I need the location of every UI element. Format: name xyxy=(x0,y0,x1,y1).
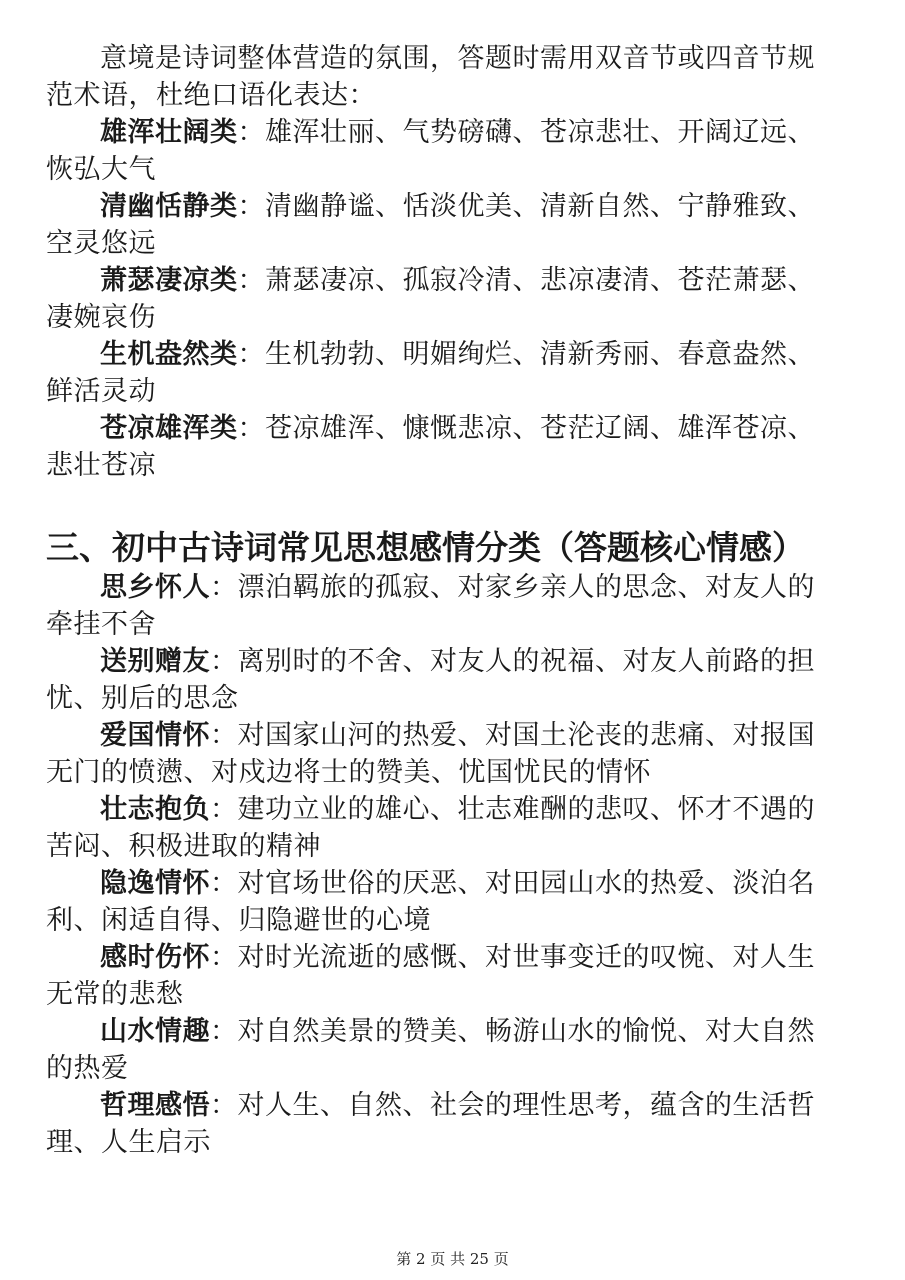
emotion-desc: 对官场世俗的厌恶、对田园山水的热爱、淡泊名利、闲适自得、归隐避世的心境 xyxy=(46,868,815,936)
mood-item xyxy=(46,114,841,188)
mood-desc: 清幽静谧、恬淡优美、清新自然、宁静雅致、空灵悠远 xyxy=(46,191,815,259)
mood-term: 萧瑟凄凉类 xyxy=(100,265,238,296)
emotion-item xyxy=(46,791,841,865)
emotion-term: 哲理感悟 xyxy=(100,1090,210,1121)
emotion-term: 爱国情怀 xyxy=(100,720,210,751)
colon: ： xyxy=(210,646,238,677)
mood-section xyxy=(46,40,841,484)
mood-desc: 萧瑟凄凉、孤寂冷清、悲凉凄清、苍茫萧瑟、凄婉哀伤 xyxy=(46,265,815,333)
mood-term: 生机盎然类 xyxy=(100,339,238,370)
colon: ： xyxy=(210,868,238,899)
colon: ： xyxy=(210,1090,238,1121)
mood-desc: 雄浑壮丽、气势磅礴、苍凉悲壮、开阔辽远、恢弘大气 xyxy=(46,117,815,185)
emotion-item xyxy=(46,569,841,643)
mood-term: 雄浑壮阔类 xyxy=(100,117,238,148)
colon: ： xyxy=(237,339,265,370)
colon: ： xyxy=(210,572,238,603)
mood-item xyxy=(46,262,841,336)
emotion-desc: 对时光流逝的感慨、对世事变迁的叹惋、对人生无常的悲愁 xyxy=(46,942,815,1010)
colon: ： xyxy=(210,720,238,751)
emotion-section xyxy=(46,569,841,1161)
section-title: 三、初中古诗词常见思想感情分类（答题核心情感） xyxy=(46,528,805,567)
emotion-item xyxy=(46,643,841,717)
emotion-desc: 漂泊羁旅的孤寂、对家乡亲人的思念、对友人的牵挂不舍 xyxy=(46,572,815,640)
mood-desc: 生机勃勃、明媚绚烂、清新秀丽、春意盎然、鲜活灵动 xyxy=(46,339,815,407)
emotion-item xyxy=(46,1013,841,1087)
emotion-term: 送别赠友 xyxy=(100,646,210,677)
emotion-term: 壮志抱负 xyxy=(100,794,210,825)
mood-desc: 苍凉雄浑、慷慨悲凉、苍茫辽阔、雄浑苍凉、悲壮苍凉 xyxy=(46,413,815,481)
mood-term: 苍凉雄浑类 xyxy=(100,413,238,444)
emotion-desc: 对自然美景的赞美、畅游山水的愉悦、对大自然的热爱 xyxy=(46,1016,815,1084)
emotion-term: 思乡怀人 xyxy=(100,572,210,603)
colon: ： xyxy=(210,794,238,825)
colon: ： xyxy=(237,265,265,296)
emotion-desc: 离别时的不舍、对友人的祝福、对友人前路的担忧、别后的思念 xyxy=(46,646,815,714)
mood-term: 清幽恬静类 xyxy=(100,191,238,222)
emotion-desc: 对国家山河的热爱、对国土沦丧的悲痛、对报国无门的愤懑、对戍边将士的赞美、忧国忧民的情怀 xyxy=(46,720,815,788)
emotion-term: 感时伤怀 xyxy=(100,942,210,973)
emotion-term: 隐逸情怀 xyxy=(100,868,210,899)
emotion-term: 山水情趣 xyxy=(100,1016,210,1047)
colon: ： xyxy=(237,413,265,444)
colon: ： xyxy=(237,191,265,222)
mood-item xyxy=(46,188,841,262)
mood-item xyxy=(46,336,841,410)
emotion-item xyxy=(46,865,841,939)
mood-item xyxy=(46,410,841,484)
emotion-item xyxy=(46,939,841,1013)
colon: ： xyxy=(210,1016,238,1047)
emotion-desc: 对人生、自然、社会的理性思考，蕴含的生活哲理、人生启示 xyxy=(46,1090,815,1158)
page-number-footer: 第 2 页 共 25 页 xyxy=(396,1250,509,1268)
emotion-item xyxy=(46,717,841,791)
emotion-desc: 建功立业的雄心、壮志难酬的悲叹、怀才不遇的苦闷、积极进取的精神 xyxy=(46,794,815,862)
colon: ： xyxy=(237,117,265,148)
emotion-item xyxy=(46,1087,841,1161)
colon: ： xyxy=(210,942,238,973)
intro-paragraph: 意境是诗词整体营造的氛围，答题时需用双音节或四音节规范术语，杜绝口语化表达： xyxy=(46,43,815,111)
